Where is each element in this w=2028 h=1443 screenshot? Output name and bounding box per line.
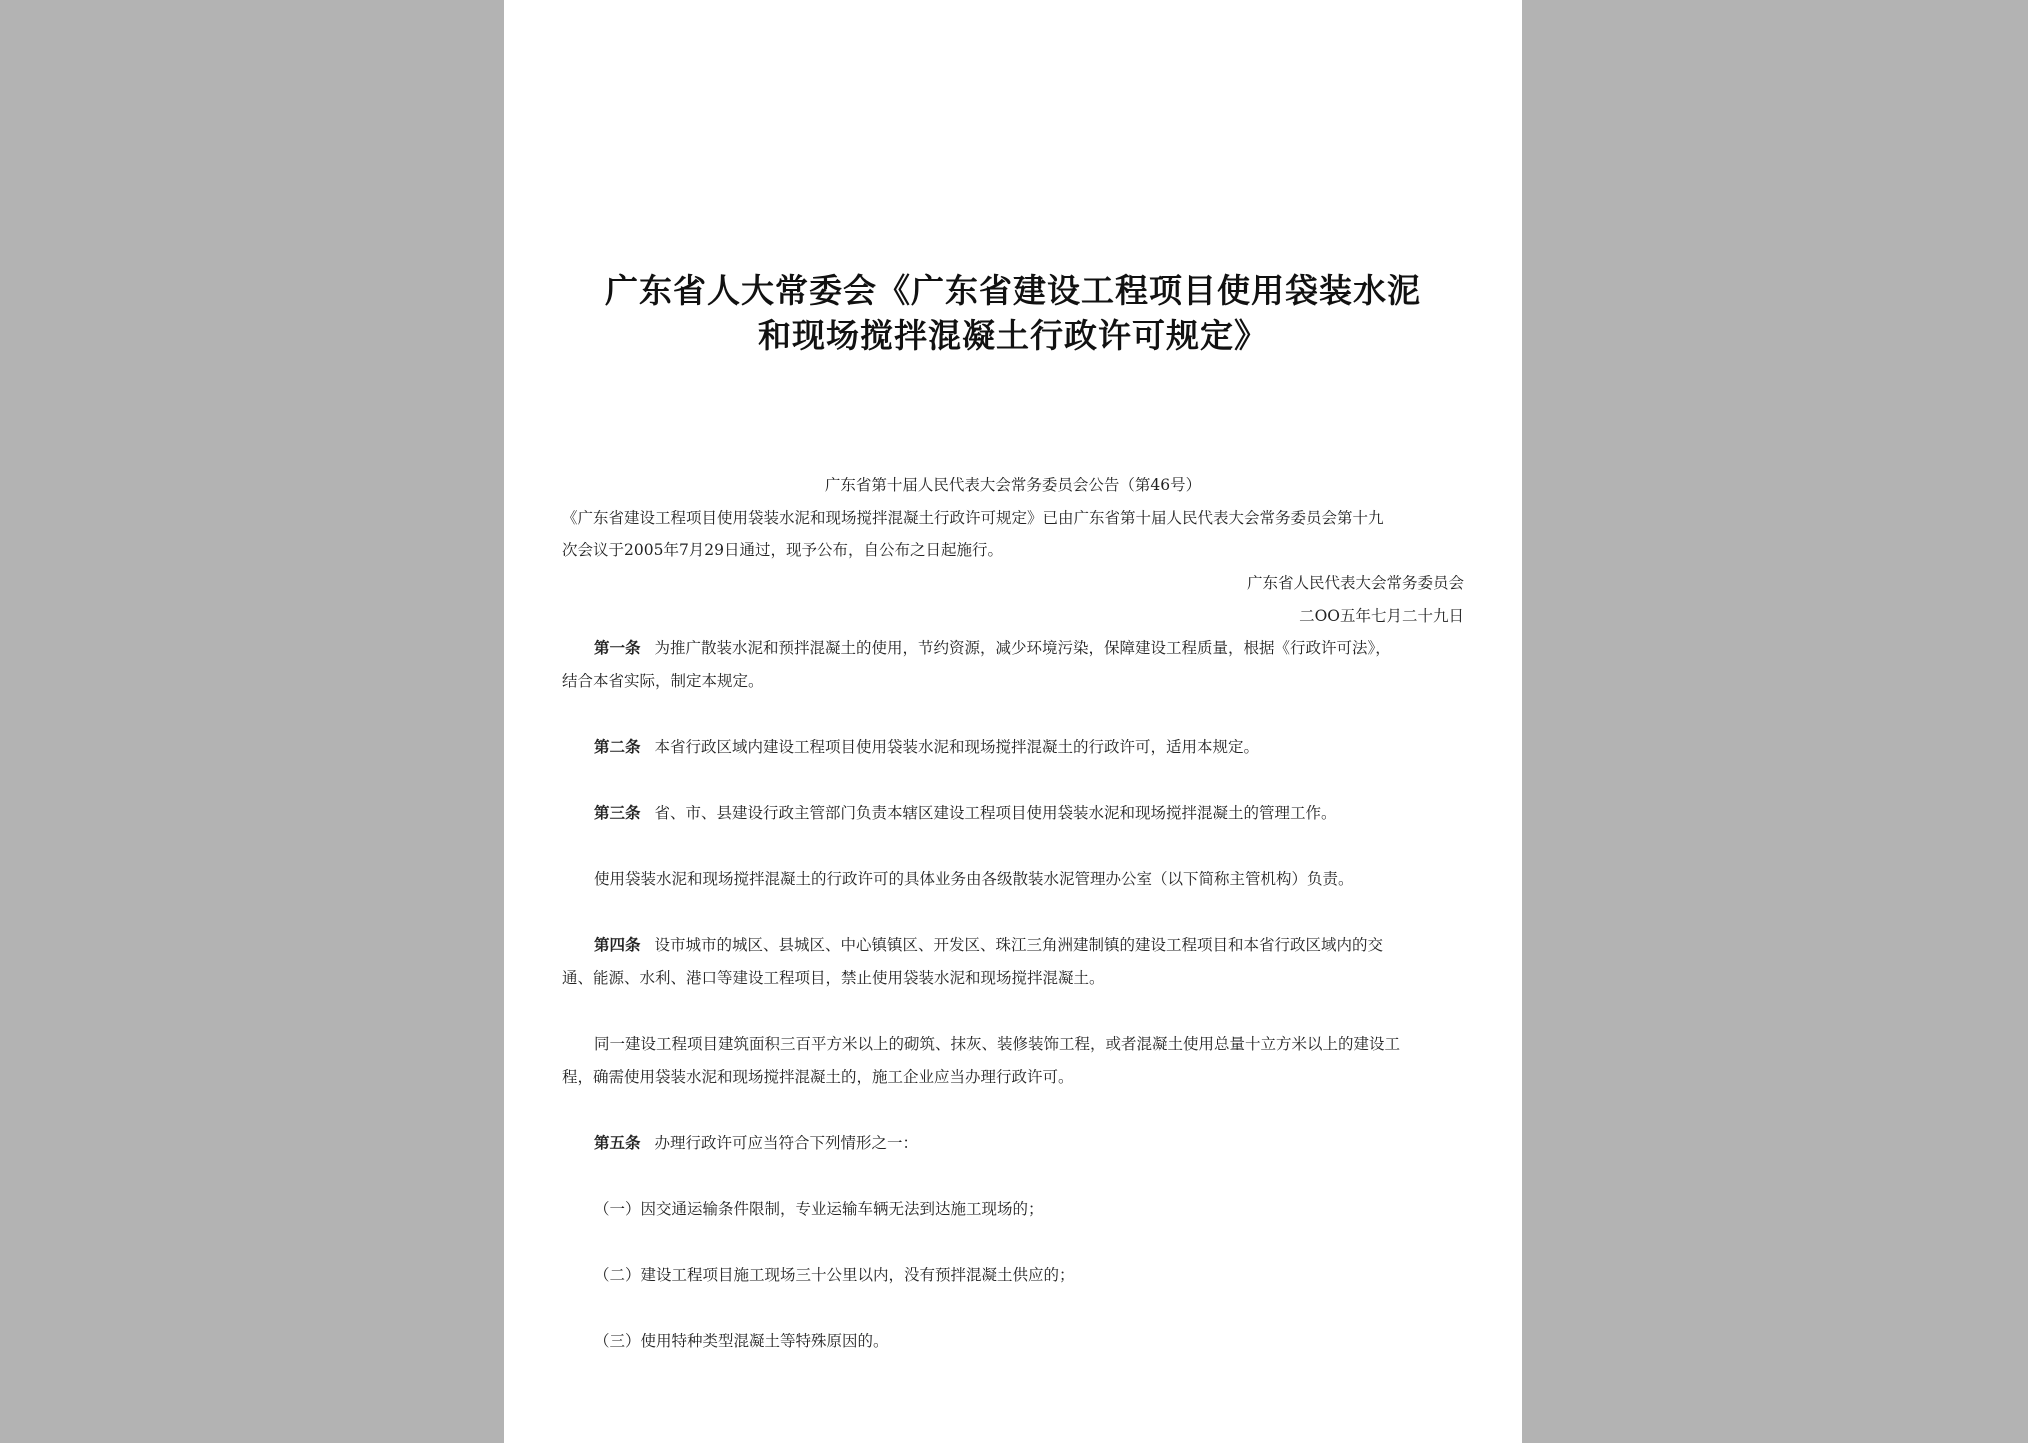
- article-2-line-1: [594, 737, 1259, 757]
- preamble-line-2: 次会议于2005年7月29日通过，现予公布，自公布之日起施行。: [562, 541, 1004, 559]
- article-4-heading: 第四条: [594, 935, 641, 954]
- document-title-line-2: 和现场搅拌混凝土行政许可规定》: [758, 316, 1268, 355]
- article-4-para-2-line-1: 同一建设工程项目建筑面积三百平方米以上的砌筑、抹灰、装修装饰工程，或者混凝土使用总量十立方米以上的建设工: [594, 1035, 1401, 1053]
- article-3-text-1: 省、市、县建设行政主管部门负责本辖区建设工程项目使用袋装水泥和现场搅拌混凝土的管理工作。: [654, 804, 1337, 822]
- article-4-text-1: 设市城市的城区、县城区、中心镇镇区、开发区、珠江三角洲建制镇的建设工程项目和本省行政区域内的交: [654, 936, 1384, 954]
- article-5-item-1: （一）因交通运输条件限制，专业运输车辆无法到达施工现场的；: [594, 1200, 1044, 1218]
- article-5-item-2: （二）建设工程项目施工现场三十公里以内，没有预拌混凝土供应的；: [594, 1266, 1075, 1284]
- article-1-line-2: 结合本省实际，制定本规定。: [562, 672, 764, 690]
- document-title-line-1: 广东省人大常委会《广东省建设工程项目使用袋装水泥: [605, 271, 1421, 310]
- article-1-text-1: 为推广散装水泥和预拌混凝土的使用，节约资源，减少环境污染，保障建设工程质量，根据《行政许可法》，: [654, 639, 1391, 657]
- article-3-heading: 第三条: [594, 803, 641, 822]
- article-5-line-1: [594, 1133, 918, 1153]
- article-4-para-2-line-2: 程，确需使用袋装水泥和现场搅拌混凝土的，施工企业应当办理行政许可。: [562, 1068, 1074, 1086]
- article-5-heading: 第五条: [594, 1133, 641, 1152]
- article-3-paragraph-2: 使用袋装水泥和现场搅拌混凝土的行政许可的具体业务由各级散装水泥管理办公室（以下简称主管机构）负责。: [594, 870, 1354, 888]
- document-page: [504, 0, 1522, 1443]
- issuer: 广东省人民代表大会常务委员会: [1246, 574, 1464, 592]
- article-2-heading: 第二条: [594, 737, 641, 756]
- article-2-text-1: 本省行政区域内建设工程项目使用袋装水泥和现场搅拌混凝土的行政许可，适用本规定。: [654, 738, 1260, 756]
- article-5-text-1: 办理行政许可应当符合下列情形之一：: [654, 1134, 919, 1152]
- article-4-line-2: 通、能源、水利、港口等建设工程项目，禁止使用袋装水泥和现场搅拌混凝土。: [562, 969, 1105, 987]
- preamble-line-1: 《广东省建设工程项目使用袋装水泥和现场搅拌混凝土行政许可规定》已由广东省第十届人民代表大会常务委员会第十九: [562, 509, 1384, 527]
- article-4-line-1: [594, 935, 1383, 955]
- article-3-line-1: [594, 803, 1337, 823]
- announcement-header: 广东省第十届人民代表大会常务委员会公告（第46号）: [824, 476, 1202, 494]
- article-5-item-3: （三）使用特种类型混凝土等特殊原因的。: [594, 1332, 889, 1350]
- issue-date: 二OO五年七月二十九日: [1299, 607, 1464, 625]
- article-1-line-1: [594, 638, 1391, 658]
- article-1-heading: 第一条: [594, 638, 641, 657]
